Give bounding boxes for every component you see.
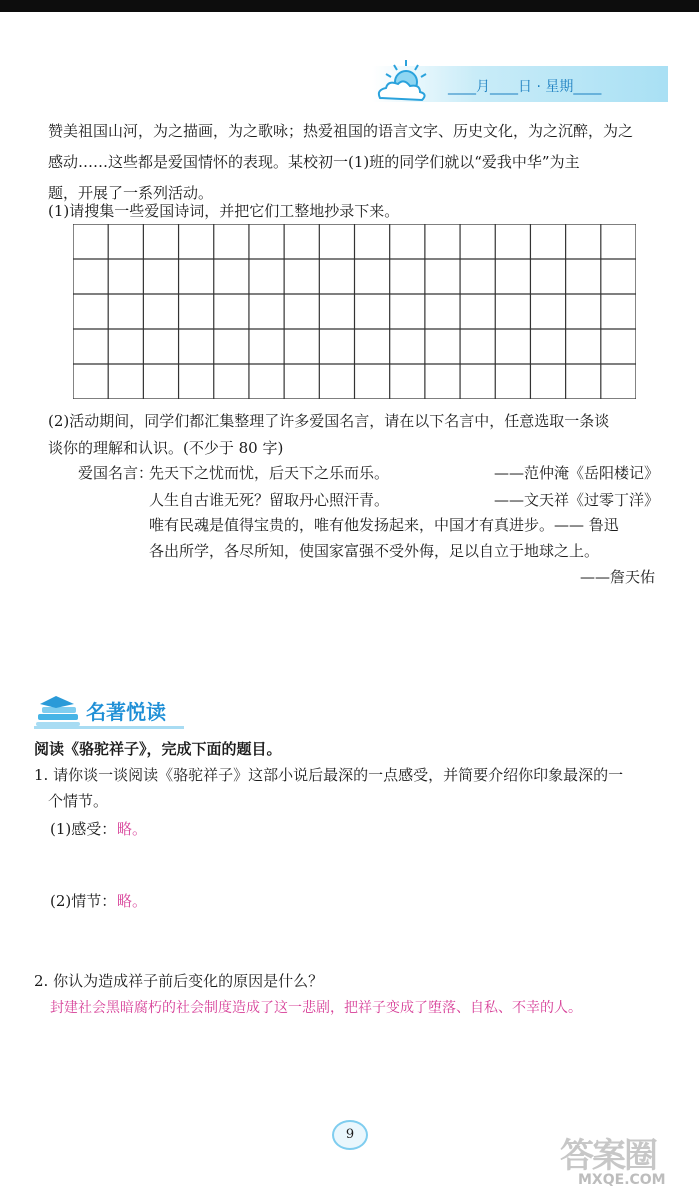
quote-text-2: 人生自古谁无死？留取丹心照汗青。 <box>149 491 390 509</box>
intro-line-3: 题，开展了一系列活动。 <box>48 184 214 202</box>
quote-source-4: ——詹天佑 <box>580 568 656 586</box>
books-icon <box>34 694 80 728</box>
plot-answer: 略。 <box>117 892 148 910</box>
intro-line-1: 赞美祖国山河，为之描画，为之歌咏；热爱祖国的语言文字、历史文化，为之沉醉，为之 <box>48 122 634 140</box>
reading-q2: 2. 你认为造成祥子前后变化的原因是什么？ <box>34 972 324 990</box>
q2-line-2: 谈你的理解和认识。(不少于 80 字) <box>48 439 284 457</box>
feeling-label: (1)感受： <box>50 820 117 838</box>
reading-q1-line-1: 1. 请你谈一谈阅读《骆驼祥子》这部小说后最深的一点感受，并简要介绍你印象最深的一 <box>34 766 624 784</box>
quote-text-4: 各出所学，各尽所知，使国家富强不受外侮，足以自立于地球之上。 <box>149 542 600 560</box>
q2-line-1: (2)活动期间，同学们都汇集整理了许多爱国名言，请在以下名言中，任意选取一条谈 <box>48 412 610 430</box>
q1-prompt: (1)请搜集一些爱国诗词，并把它们工整地抄录下来。 <box>48 202 400 220</box>
writing-grid[interactable] <box>73 224 636 399</box>
quote-text-1: 先天下之忧而忧，后天下之乐而乐。 <box>149 464 390 482</box>
watermark: 答案圈 <box>560 1136 656 1176</box>
page-number: 9 <box>332 1120 368 1150</box>
quote-label: 爱国名言： <box>78 464 154 482</box>
section-underline <box>34 726 184 729</box>
quote-text-3: 唯有民魂是值得宝贵的，唯有他发扬起来，中国才有真进步。—— 鲁迅 <box>149 516 619 534</box>
date-label: ____月____日 · 星期____ <box>448 79 602 95</box>
feeling-answer: 略。 <box>117 820 148 838</box>
sun-cloud-icon <box>372 56 436 106</box>
quote-source-2: ——文天祥《过零丁洋》 <box>494 491 660 509</box>
reading-q2-answer: 封建社会黑暗腐朽的社会制度造成了这一悲剧，把祥子变成了堕落、自私、不幸的人。 <box>50 1000 582 1016</box>
section-title: 名著悦读 <box>86 700 166 724</box>
reading-q1-line-2: 个情节。 <box>48 792 109 810</box>
quote-source-1: ——范仲淹《岳阳楼记》 <box>494 464 660 482</box>
top-border <box>0 0 699 12</box>
section-instruction: 阅读《骆驼祥子》，完成下面的题目。 <box>34 740 282 758</box>
intro-line-2: 感动……这些都是爱国情怀的表现。某校初一(1)班的同学们就以“爱我中华”为主 <box>48 153 580 171</box>
plot-label: (2)情节： <box>50 892 117 910</box>
watermark-url: MXQE.COM <box>578 1172 666 1188</box>
